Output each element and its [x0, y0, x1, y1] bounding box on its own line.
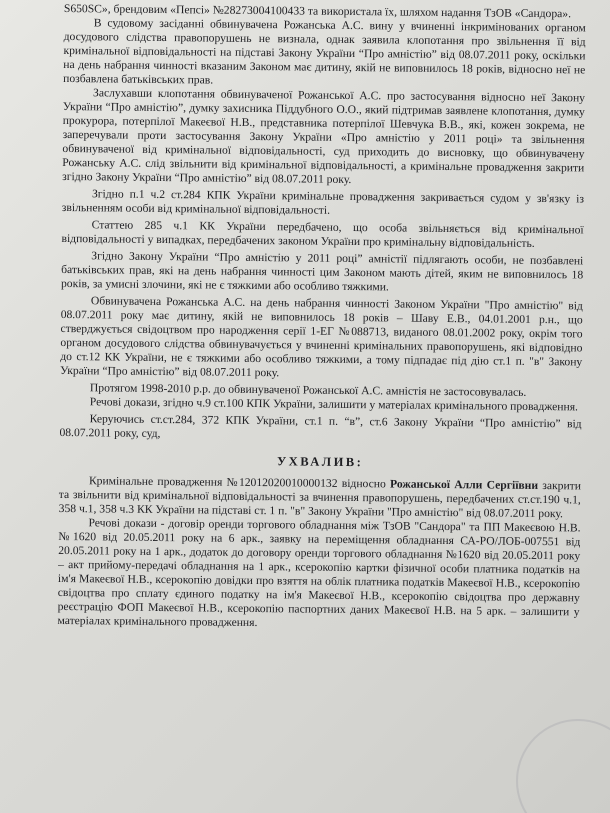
ruling-text-2: закрити та звільнити від кримінальної відповідальності за вчинення правопорушень, передбачених ст.ст.190 ч.1, 358 ч.1, 358 ч.3 КК України на підставі ст. 1 п. "в" Закону України "Про амністію" від 08.07.2011 року. [58, 478, 582, 521]
paragraph-defendant-child: Обвинувачена Рожанська А.С. на день набрання чинності Законом України "Про амністію" від 08.07.2011 року має дитину, якій не виповнилось 18 років – Шаву Е.В., 04.01.2001 р.н., що стверджується свідоцтвом про народження серії 1-ЕГ №088713, виданого 08.01.2002 року, окрім того органом досудового слідства обвинувачується у вчиненні кримінальних правопорушень, які відповідно до ст.12 КК України, не є тяжкими або особливо тяжкими, а тому підпадає під дію ст.1 п. "в" Закону України “Про амністію” від 08.07.2011 року. [60, 294, 583, 380]
paragraph-art-284: Згідно п.1 ч.2 ст.284 КПК України кримінальне провадження закривається судом у зв'язку із звільненням особи від кримінальної відповідальності. [61, 187, 585, 217]
ruling-text-1: Кримінальне провадження №12012020010000132 відносно [88, 474, 391, 491]
defendant-name: Рожанської Алли Сергіївни [389, 477, 539, 492]
paragraph-amnesty-law: Згідно Закону України “Про амністію у 2011 році” амністії підлягають особи, не позбавлені батьківських прав, які на день набрання чинності цим Законом мають дітей, яким не виповнилось 18 років, за умисні злочини, які не є тяжкими або особливо тяжкими. [60, 249, 584, 294]
paragraph-court-hearing: В судовому засіданні обвинувачена Рожанська А.С. вину у вчиненні інкримінованих органом досудового слідства правопорушень не визнала, однак заявила клопотання про звільнення її від кримінальної відповідальності на підставі Закону України “Про амністію” від 08.07.2011 року, оскільки на день набрання чинності вказаним Законом має дитину, якій не виповнилось 18 років, відносно неї не позбавлена батьківських прав. [63, 16, 586, 87]
paragraph-art-285: Статтею 285 ч.1 КК України передбачено, що особа звільняється від кримінальної відповідальності у випадках, передбачених законом України про кримінальну відповідальність. [61, 218, 584, 250]
paragraph-no-amnesty: Протягом 1998-2010 р.р. до обвинуваченої Рожанської А.С. амністія не застосовувалась. [89, 381, 527, 399]
ruling-heading: УХВАЛИВ: [276, 454, 364, 470]
paragraph-intro: S650SC», брендовим «Пепсі» №28273004100433 та використала їх, шляхом надання ТзОВ «Сандора». [63, 2, 572, 21]
paragraph-guided-by: Керуючись ст.ст.284, 372 КПК України, ст.1 п. “в”, ст.6 Закону України “Про амністію” від 08.07.2011 року, суд, [59, 412, 582, 441]
document-body [57, 2, 586, 633]
stamp-mark [516, 719, 610, 813]
paragraph-evidence-list: Речові докази - договір оренди торгового обладнання між ТзОВ "Сандора" та ПП Макеєвою Н.В. №1620 від 20.05.2011 року на 6 арк., заявку на переміщення обладнання СА-РО/ЛОБ-007551 від 20.05.2011 року на 1 арк., додаток до договору оренди торгового обладнання №1620 від 20.05.2011 року – акт прийому-передачі обладнання на 1 арк., ксерокопію картки фізичної особи платника податків на ім'я Макеєвої Н.В., ксерокопію довідки про взяття на облік платника податків Макеєвої Н.В., ксерокопію свідоцтва про сплату єдиного податку на ім'я Макеєвої Н.В., ксерокопію свідоцтва про державну реєстрацію ФОП Макеєвої Н.В., ксерокопію паспортних даних Макеєвої Н.В. на 5 арк. – залишити у матеріалах кримінального провадження. [57, 516, 581, 630]
paragraph-petition: Заслухавши клопотання обвинуваченої Рожанської А.С. про застосування відносно неї Закону України “Про амністію”, думку захисника Піддубного О.О., який підтримав заявлене клопотання, думку прокурора, потерпілої Макеєвої Н.В., представника потерпілої Шевчука В.В., які, кожен зокрема, не заперечували проти застосування Закону України «Про амністію у 2011 році» та звільнення обвинуваченої від кримінальної відповідальності, суд приходить до висновку, що обвинувачену Рожанську А.С. слід звільнити від кримінальної відповідальності, а кримінальне провадження закрити згідно Закону України “Про амністію” від 08.07.2011 року. [62, 86, 586, 187]
paragraph-evidence-note: Речові докази, згідно ч.9 ст.100 КПК України, залишити у матеріалах кримінального провадження. [89, 395, 579, 414]
paragraph-ruling [59, 474, 581, 521]
